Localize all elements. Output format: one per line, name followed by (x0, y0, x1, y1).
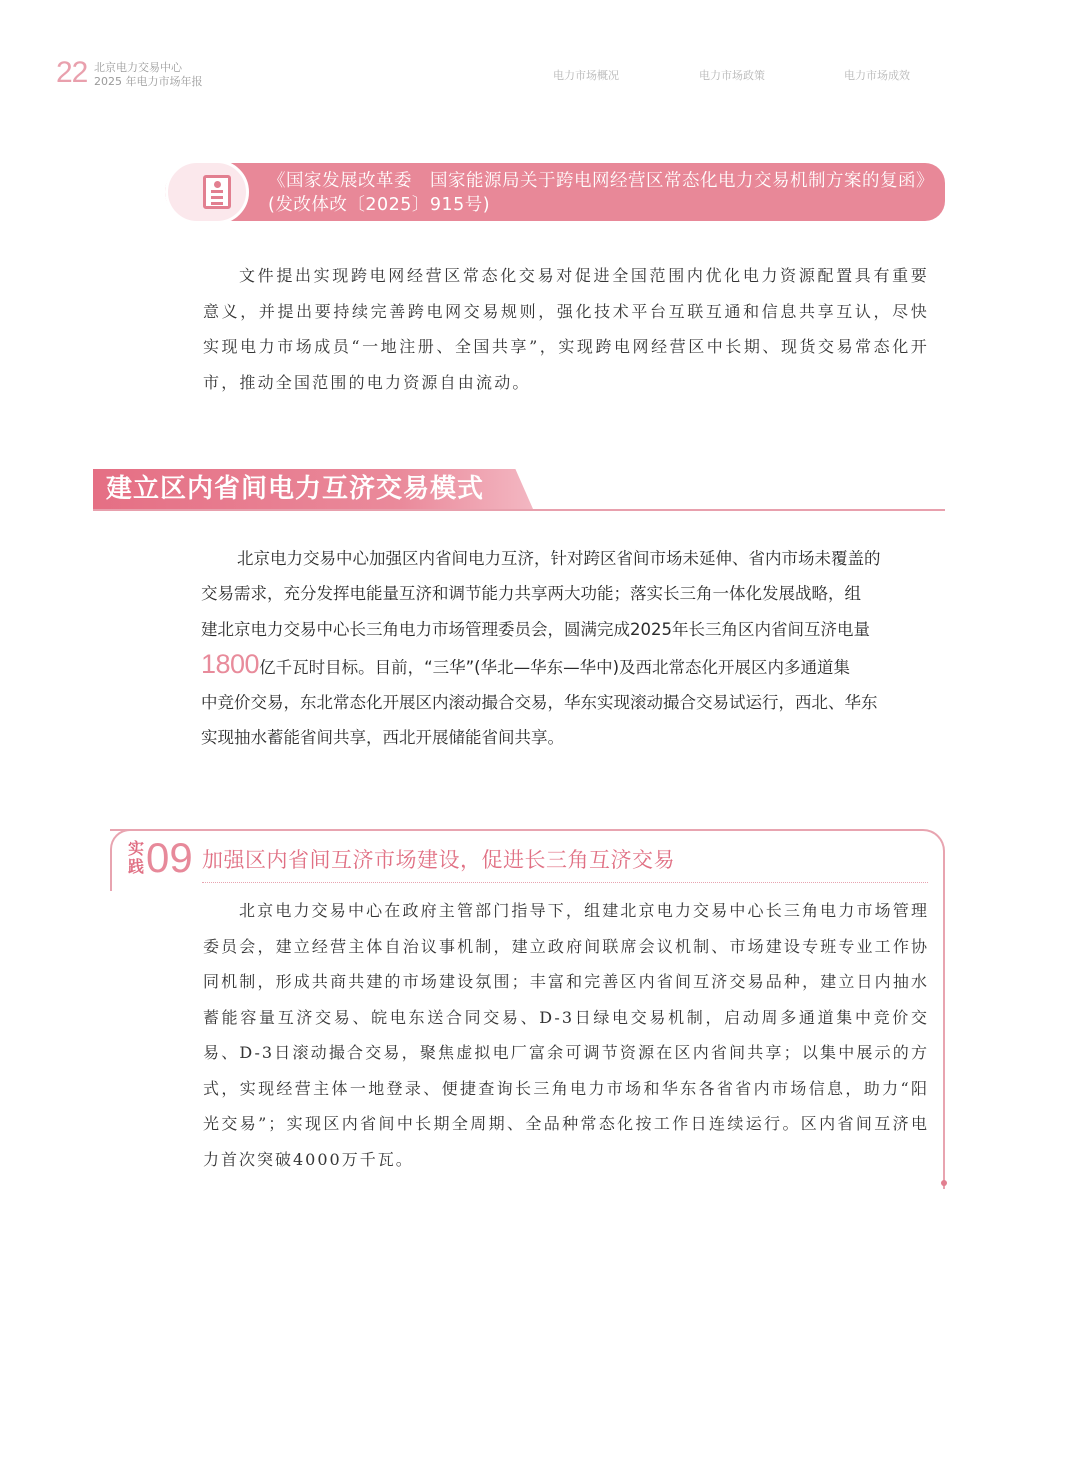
practice-number: 09 (146, 834, 193, 881)
nav-market-overview[interactable]: 电力市场概况 (553, 69, 619, 82)
section-line-text: 亿千瓦时目标。目前，“三华”(华北—华东—华中)及西北常态化开展区内多通道集 (259, 657, 851, 677)
report-title (94, 61, 203, 89)
policy-body: 文件提出实现跨电网经营区常态化交易对促进全国范围内优化电力资源配置具有重要意义，并提出要持续完善跨电网交易规则，强化技术平台互联互通和信息共享互认，尽快实现电力市场成员“一地注册、全国共享”，实现跨电网经营区中长期、现货交易常态化开市，推动全国范围的电力资源自由流动。 (203, 266, 929, 392)
section-line: 中竞价交易，东北常态化开展区内滚动撮合交易，华东实现滚动撮合交易试运行，西北、华东 (201, 693, 878, 713)
section-line: 交易需求，充分发挥电能量互济和调节能力共享两大功能；落实长三角一体化发展战略，组 (201, 584, 861, 604)
org-name: 北京电力交易中心 (94, 61, 182, 74)
nav-market-results[interactable]: 电力市场成效 (844, 69, 910, 82)
page-number: 22 (56, 56, 88, 89)
document-icon (203, 175, 231, 209)
section-line: 建北京电力交易中心长三角电力市场管理委员会，圆满完成2025年长三角区内省间互济电量 (201, 619, 870, 639)
practice-title: 加强区内省间互济市场建设，促进长三角互济交易 (202, 848, 675, 872)
report-name: 2025 年电力市场年报 (94, 75, 203, 88)
section-heading-rule (93, 509, 945, 511)
section-line: 实现抽水蓄能省间共享，西北开展储能省间共享。 (201, 728, 564, 748)
section-line: 北京电力交易中心加强区内省间电力互济，针对跨区省间市场未延伸、省内市场未覆盖的 (237, 549, 881, 568)
practice-body: 北京电力交易中心在政府主管部门指导下，组建北京电力交易中心长三角电力市场管理委员会，建立经营主体自治议事机制，建立政府间联席会议机制、市场建设专班专业工作协同机制，形成共商共建的市场建设氛围；丰富和完善区内省间互济交易品种，建立日内抽水蓄能容量互济交易、皖电东送合同交易、D-3日绿电交易机制，启动周多通道集中竞价交易、D-3日滚动撮合交易，聚焦虚拟电厂富余可调节资源在区内省间共享；以集中展示的方式，实现经营主体一地登录、便捷查询长三角电力市场和华东各省省内市场信息，助力“阳光交易”；实现区内省间中长期全周期、全品种常态化按工作日连续运行。区内省间互济电力首次突破4000万千瓦。 (203, 901, 929, 1169)
practice-divider (202, 882, 928, 883)
page-header (0, 0, 1080, 110)
section-line (201, 647, 947, 685)
practice-box-dot (941, 1180, 947, 1186)
section-title: 建立区内省间电力互济交易模式 (106, 474, 485, 504)
policy-title: 《国家发展改革委 国家能源局关于跨电网经营区常态化电力交易机制方案的复函》(发改体改〔2025〕915号) (268, 171, 926, 215)
section-body (201, 541, 947, 756)
practice-badge: 实践 (128, 839, 145, 876)
highlight-number: 1800 (201, 648, 260, 679)
nav-market-policy[interactable]: 电力市场政策 (699, 69, 765, 82)
